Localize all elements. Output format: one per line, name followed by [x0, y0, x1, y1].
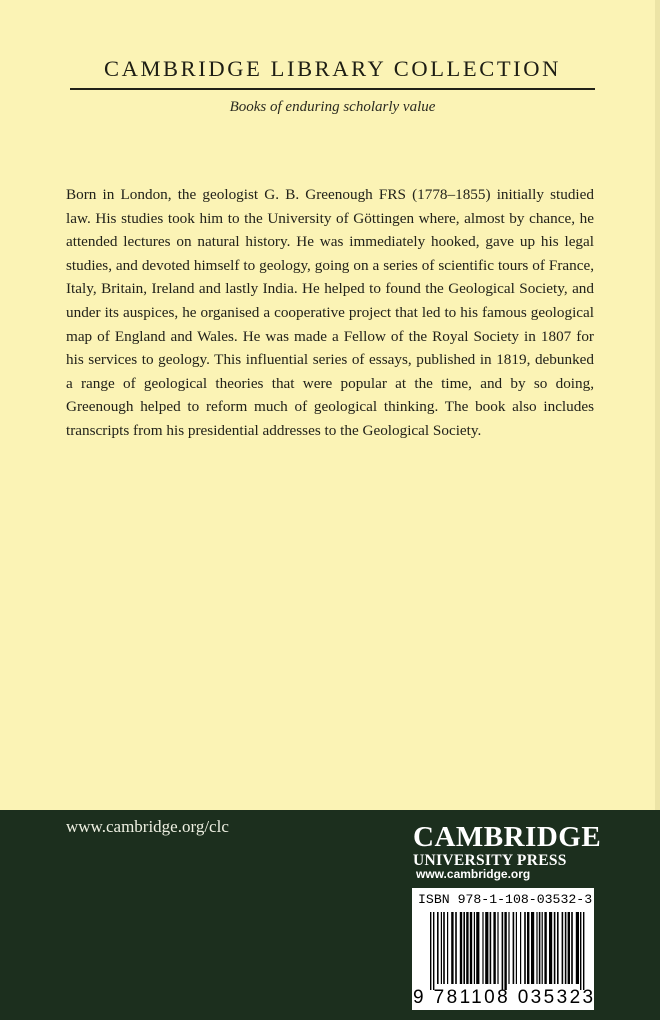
isbn-label: ISBN 978-1-108-03532-3: [418, 892, 593, 907]
book-description: Born in London, the geologist G. B. Greenough FRS (1778–1855) initially studied law. His studies took him to the University of Göttingen where, almost by chance, he attended lectures on natural history. He was immediately hooked, gave up his legal studies, and devoted himself to geology, going on a series of scientific tours of France, Italy, Britain, Ireland and lastly India. He helped to found the Geological Society, and under its auspices, he organised a cooperative project that led to his famous geological map of England and Wales. He was made a Fellow of the Royal Society in 1807 for his services to geology. This influential series of essays, published in 1819, debunked a range of geological theories that were popular at the time, and by so doing, Greenough helped to reform much of geological thinking. The book also includes transcripts from his presidential addresses to the Geological Society.: [66, 186, 594, 439]
series-title: CAMBRIDGE LIBRARY COLLECTION: [104, 56, 561, 81]
cover-edge: [655, 0, 660, 810]
publisher-url[interactable]: www.cambridge.org: [416, 867, 531, 881]
barcode-icon: [412, 908, 594, 992]
publisher-subtitle: UNIVERSITY PRESS: [413, 852, 567, 869]
series-tagline: Books of enduring scholarly value: [229, 99, 436, 115]
series-url[interactable]: www.cambridge.org/clc: [66, 817, 229, 836]
title-divider: [70, 88, 595, 90]
publisher-name: CAMBRIDGE: [413, 821, 602, 853]
publisher-logo: [413, 821, 602, 870]
barcode-digits: 9 781108 035323: [413, 987, 596, 1008]
